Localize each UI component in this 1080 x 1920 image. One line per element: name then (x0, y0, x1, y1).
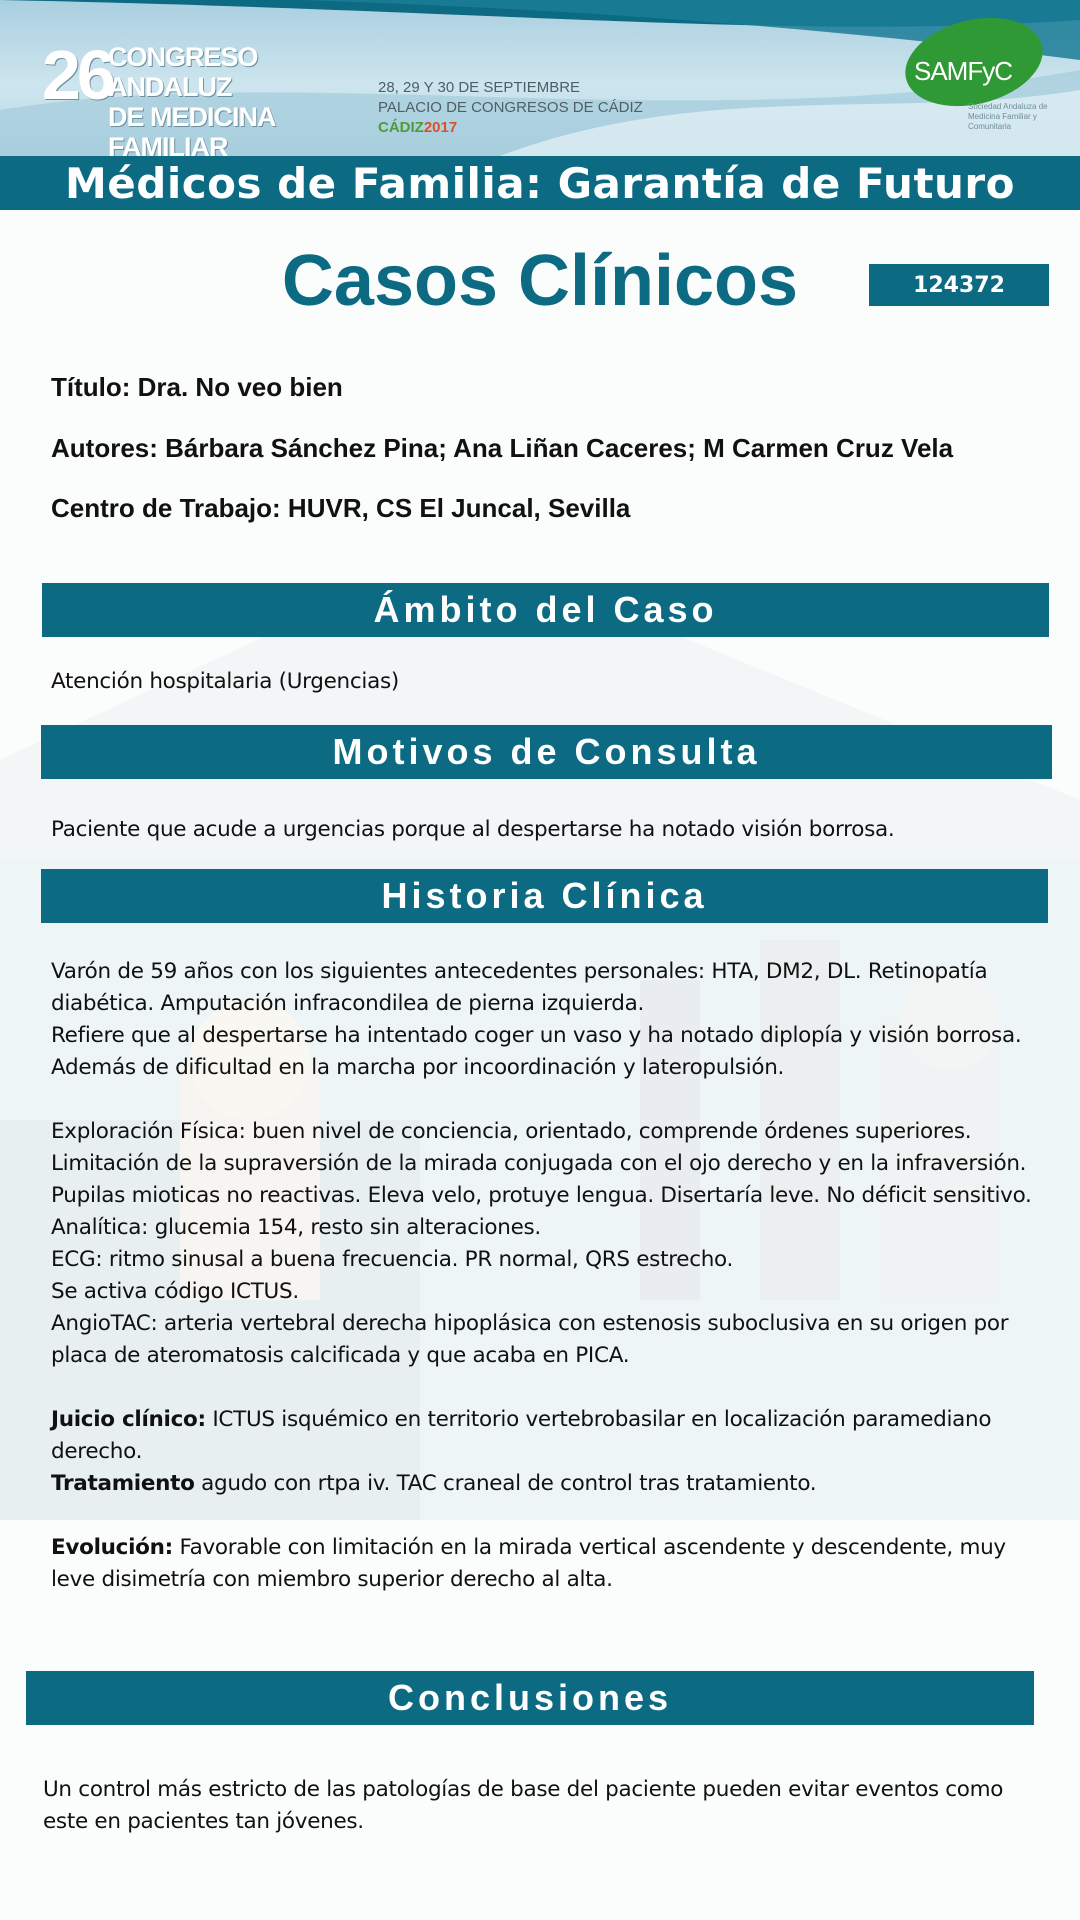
page-title: Casos Clínicos (281, 241, 799, 321)
section-heading: Historia Clínica (381, 875, 708, 916)
section-heading: Ámbito del Caso (373, 589, 718, 630)
logo-subtitle: Sociedad Andaluza de Medicina Familiar y Comunitaria (968, 102, 1048, 131)
motto-bar (0, 156, 1080, 210)
congress-title-line: DE MEDICINA FAMILIAR (108, 102, 275, 156)
paragraph: Exploración Física: buen nivel de conciencia, orientado, comprende órdenes superiores. Limitación de la supraversión de la mirada conjugada con el ojo derecho y en la infraversión. Pupilas mioticas no reactivas. Eleva velo, protuye lengua. Disertaría leve. No déficit sensitivo. (51, 1119, 1032, 1208)
congress-dates (378, 78, 643, 138)
congress-title (108, 42, 368, 156)
section-text-conclusiones: Un control más estricto de las patologías de base del paciente pueden evitar eventos como este en pacientes tan jóvenes. (43, 1777, 1004, 1834)
paragraph: AngioTAC: arteria vertebral derecha hipoplásica con estenosis suboclusiva en su origen por placa de ateromatosis calcificada y que acaba en PICA. (51, 1311, 1009, 1368)
tratamiento-label: Tratamiento (51, 1471, 195, 1496)
evolucion-label: Evolución: (51, 1535, 173, 1560)
section-heading: Conclusiones (387, 1677, 673, 1718)
case-workplace: Centro de Trabajo: HUVR, CS El Juncal, Sevilla (51, 493, 631, 523)
tratamiento-text: agudo con rtpa iv. TAC craneal de control tras tratamiento. (194, 1471, 817, 1496)
samfyc-logo (904, 20, 1048, 140)
section-header-motivos (41, 725, 1052, 779)
section-text-motivos: Paciente que acude a urgencias porque al despertarse ha notado visión borrosa. (51, 817, 895, 842)
congress-title-line: CONGRESO ANDALUZ (108, 42, 258, 102)
case-id-badge: 124372 (869, 264, 1049, 306)
paragraph: ECG: ritmo sinusal a buena frecuencia. PR normal, QRS estrecho. (51, 1247, 734, 1272)
section-header-historia (41, 869, 1048, 923)
section-text-historia (51, 956, 1051, 1596)
section-header-ambito (42, 583, 1049, 637)
venue-text: PALACIO DE CONGRESOS DE CÁDIZ (378, 99, 643, 116)
paragraph: Refiere que al despertarse ha intentado coger un vaso y ha notado diplopía y visión borrosa. Además de dificultad en la marcha por incoordinación y lateropulsión. (51, 1023, 1022, 1080)
paragraph: Se activa código ICTUS. (51, 1279, 299, 1304)
year-text: 2017 (423, 119, 458, 136)
paragraph: Varón de 59 años con los siguientes antecedentes personales: HTA, DM2, DL. Retinopatía diabética. Amputación infracondilea de pierna izquierda. (51, 959, 988, 1016)
dates-text: 28, 29 Y 30 DE SEPTIEMBRE (378, 79, 581, 96)
evolucion-text: Favorable con limitación en la mirada vertical ascendente y descendente, muy leve disimetría con miembro superior derecho al alta. (51, 1535, 1006, 1592)
case-title: Título: Dra. No veo bien (51, 372, 343, 402)
paragraph: Analítica: glucemia 154, resto sin alteraciones. (51, 1215, 541, 1240)
city-text: CÁDIZ (378, 119, 424, 136)
case-authors: Autores: Bárbara Sánchez Pina; Ana Liñan Caceres; M Carmen Cruz Vela (51, 433, 954, 463)
motto-text: Médicos de Familia: Garantía de Futuro (65, 158, 1015, 208)
paragraph-juicio (51, 1404, 1051, 1468)
congress-banner (0, 0, 1080, 156)
juicio-text: ICTUS isquémico en territorio vertebrobasilar en localización paramediano derecho. (51, 1407, 992, 1464)
paragraph-tratamiento (51, 1468, 1051, 1500)
juicio-label: Juicio clínico: (51, 1407, 206, 1432)
section-header-conclusiones (26, 1671, 1034, 1725)
congress-number: 26 (42, 36, 112, 114)
section-heading: Motivos de Consulta (332, 731, 761, 772)
logo-text: SAMFyC (914, 56, 1012, 86)
section-text-ambito: Atención hospitalaria (Urgencias) (51, 669, 399, 694)
paragraph-evolucion (51, 1532, 1051, 1596)
